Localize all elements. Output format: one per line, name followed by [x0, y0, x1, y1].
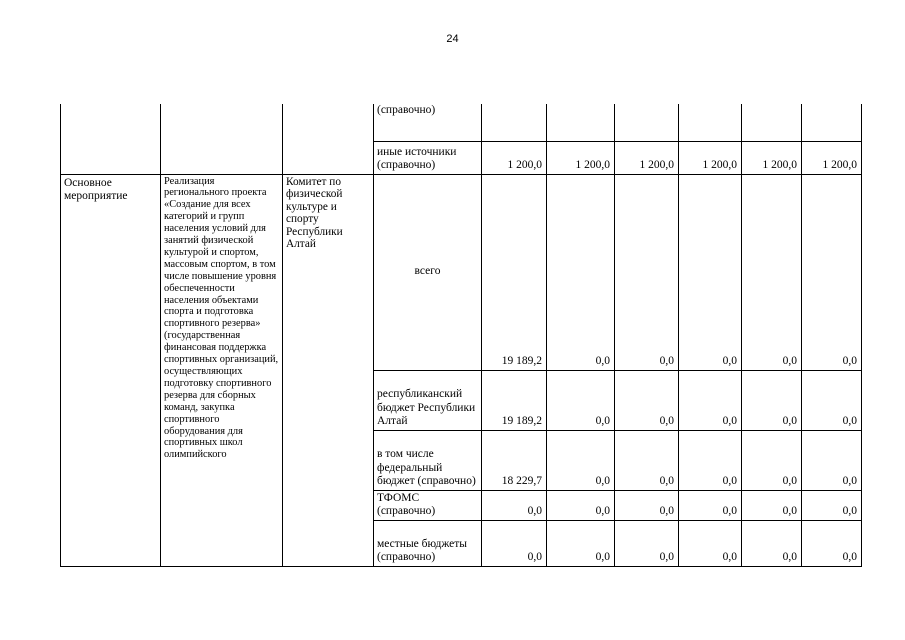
- value-cell: 0,0: [742, 490, 802, 520]
- value-cell: 0,0: [547, 174, 615, 370]
- value-cell: 0,0: [742, 370, 802, 430]
- source-cell: местные бюджеты (справочно): [374, 520, 482, 566]
- value-cell: 0,0: [615, 520, 679, 566]
- value-cell: 0,0: [742, 174, 802, 370]
- value-cell: 1 200,0: [802, 141, 862, 174]
- page-number: 24: [446, 33, 459, 45]
- value-cell: 0,0: [679, 430, 742, 490]
- value-cell: 0,0: [615, 490, 679, 520]
- source-cell: иные источники (справочно): [374, 141, 482, 174]
- value-cell: 0,0: [482, 520, 547, 566]
- value-cell: 0,0: [679, 520, 742, 566]
- value-cell: 0,0: [802, 520, 862, 566]
- value-cell: 1 200,0: [679, 141, 742, 174]
- value-cell: 1 200,0: [547, 141, 615, 174]
- value-cell: 0,0: [679, 174, 742, 370]
- cont-cell-description: [161, 104, 283, 174]
- cont-cell-executor: [283, 104, 374, 174]
- value-cell: 0,0: [615, 370, 679, 430]
- value-cell: [742, 104, 802, 141]
- value-cell: 1 200,0: [482, 141, 547, 174]
- value-cell: 0,0: [547, 370, 615, 430]
- value-cell: 0,0: [547, 490, 615, 520]
- cont-cell-type: [61, 104, 161, 174]
- table-row: [61, 104, 862, 141]
- event-type-cell: Основное мероприятие: [61, 174, 161, 566]
- event-description-cell: Реализация регионального проекта «Создание для всех категорий и групп населения условий для занятий физической культурой и спортом, массовым спортом, в том числе повышение уровня обеспеченности населения объектами спорта и подготовка спортивного резерва» (государственная финансовая поддержка спортивных организаций, осуществляющих подготовку спортивного резерва для сборных команд, закупка спортивного оборудования для спортивных школ олимпийского: [161, 174, 283, 566]
- value-cell: 0,0: [679, 490, 742, 520]
- value-cell: 0,0: [802, 370, 862, 430]
- value-cell: 0,0: [802, 174, 862, 370]
- source-cell: (справочно): [374, 104, 482, 141]
- value-cell: [615, 104, 679, 141]
- table-row: [61, 174, 862, 370]
- value-cell: 1 200,0: [615, 141, 679, 174]
- value-cell: 19 189,2: [482, 174, 547, 370]
- value-cell: 0,0: [615, 174, 679, 370]
- value-cell: 0,0: [679, 370, 742, 430]
- source-cell: ТФОМС (справочно): [374, 490, 482, 520]
- source-cell: всего: [374, 174, 482, 370]
- value-cell: 19 189,2: [482, 370, 547, 430]
- funding-table: [60, 104, 862, 567]
- value-cell: [547, 104, 615, 141]
- value-cell: 0,0: [615, 430, 679, 490]
- value-cell: 1 200,0: [742, 141, 802, 174]
- value-cell: 0,0: [802, 490, 862, 520]
- value-cell: 0,0: [482, 490, 547, 520]
- value-cell: 0,0: [547, 430, 615, 490]
- value-cell: [802, 104, 862, 141]
- value-cell: [679, 104, 742, 141]
- source-cell: республиканский бюджет Республики Алтай: [374, 370, 482, 430]
- source-cell: в том числе федеральный бюджет (справочно): [374, 430, 482, 490]
- value-cell: 0,0: [742, 520, 802, 566]
- event-executor-cell: Комитет по физической культуре и спорту Республики Алтай: [283, 174, 374, 566]
- value-cell: 0,0: [547, 520, 615, 566]
- value-cell: 0,0: [802, 430, 862, 490]
- value-cell: [482, 104, 547, 141]
- value-cell: 18 229,7: [482, 430, 547, 490]
- value-cell: 0,0: [742, 430, 802, 490]
